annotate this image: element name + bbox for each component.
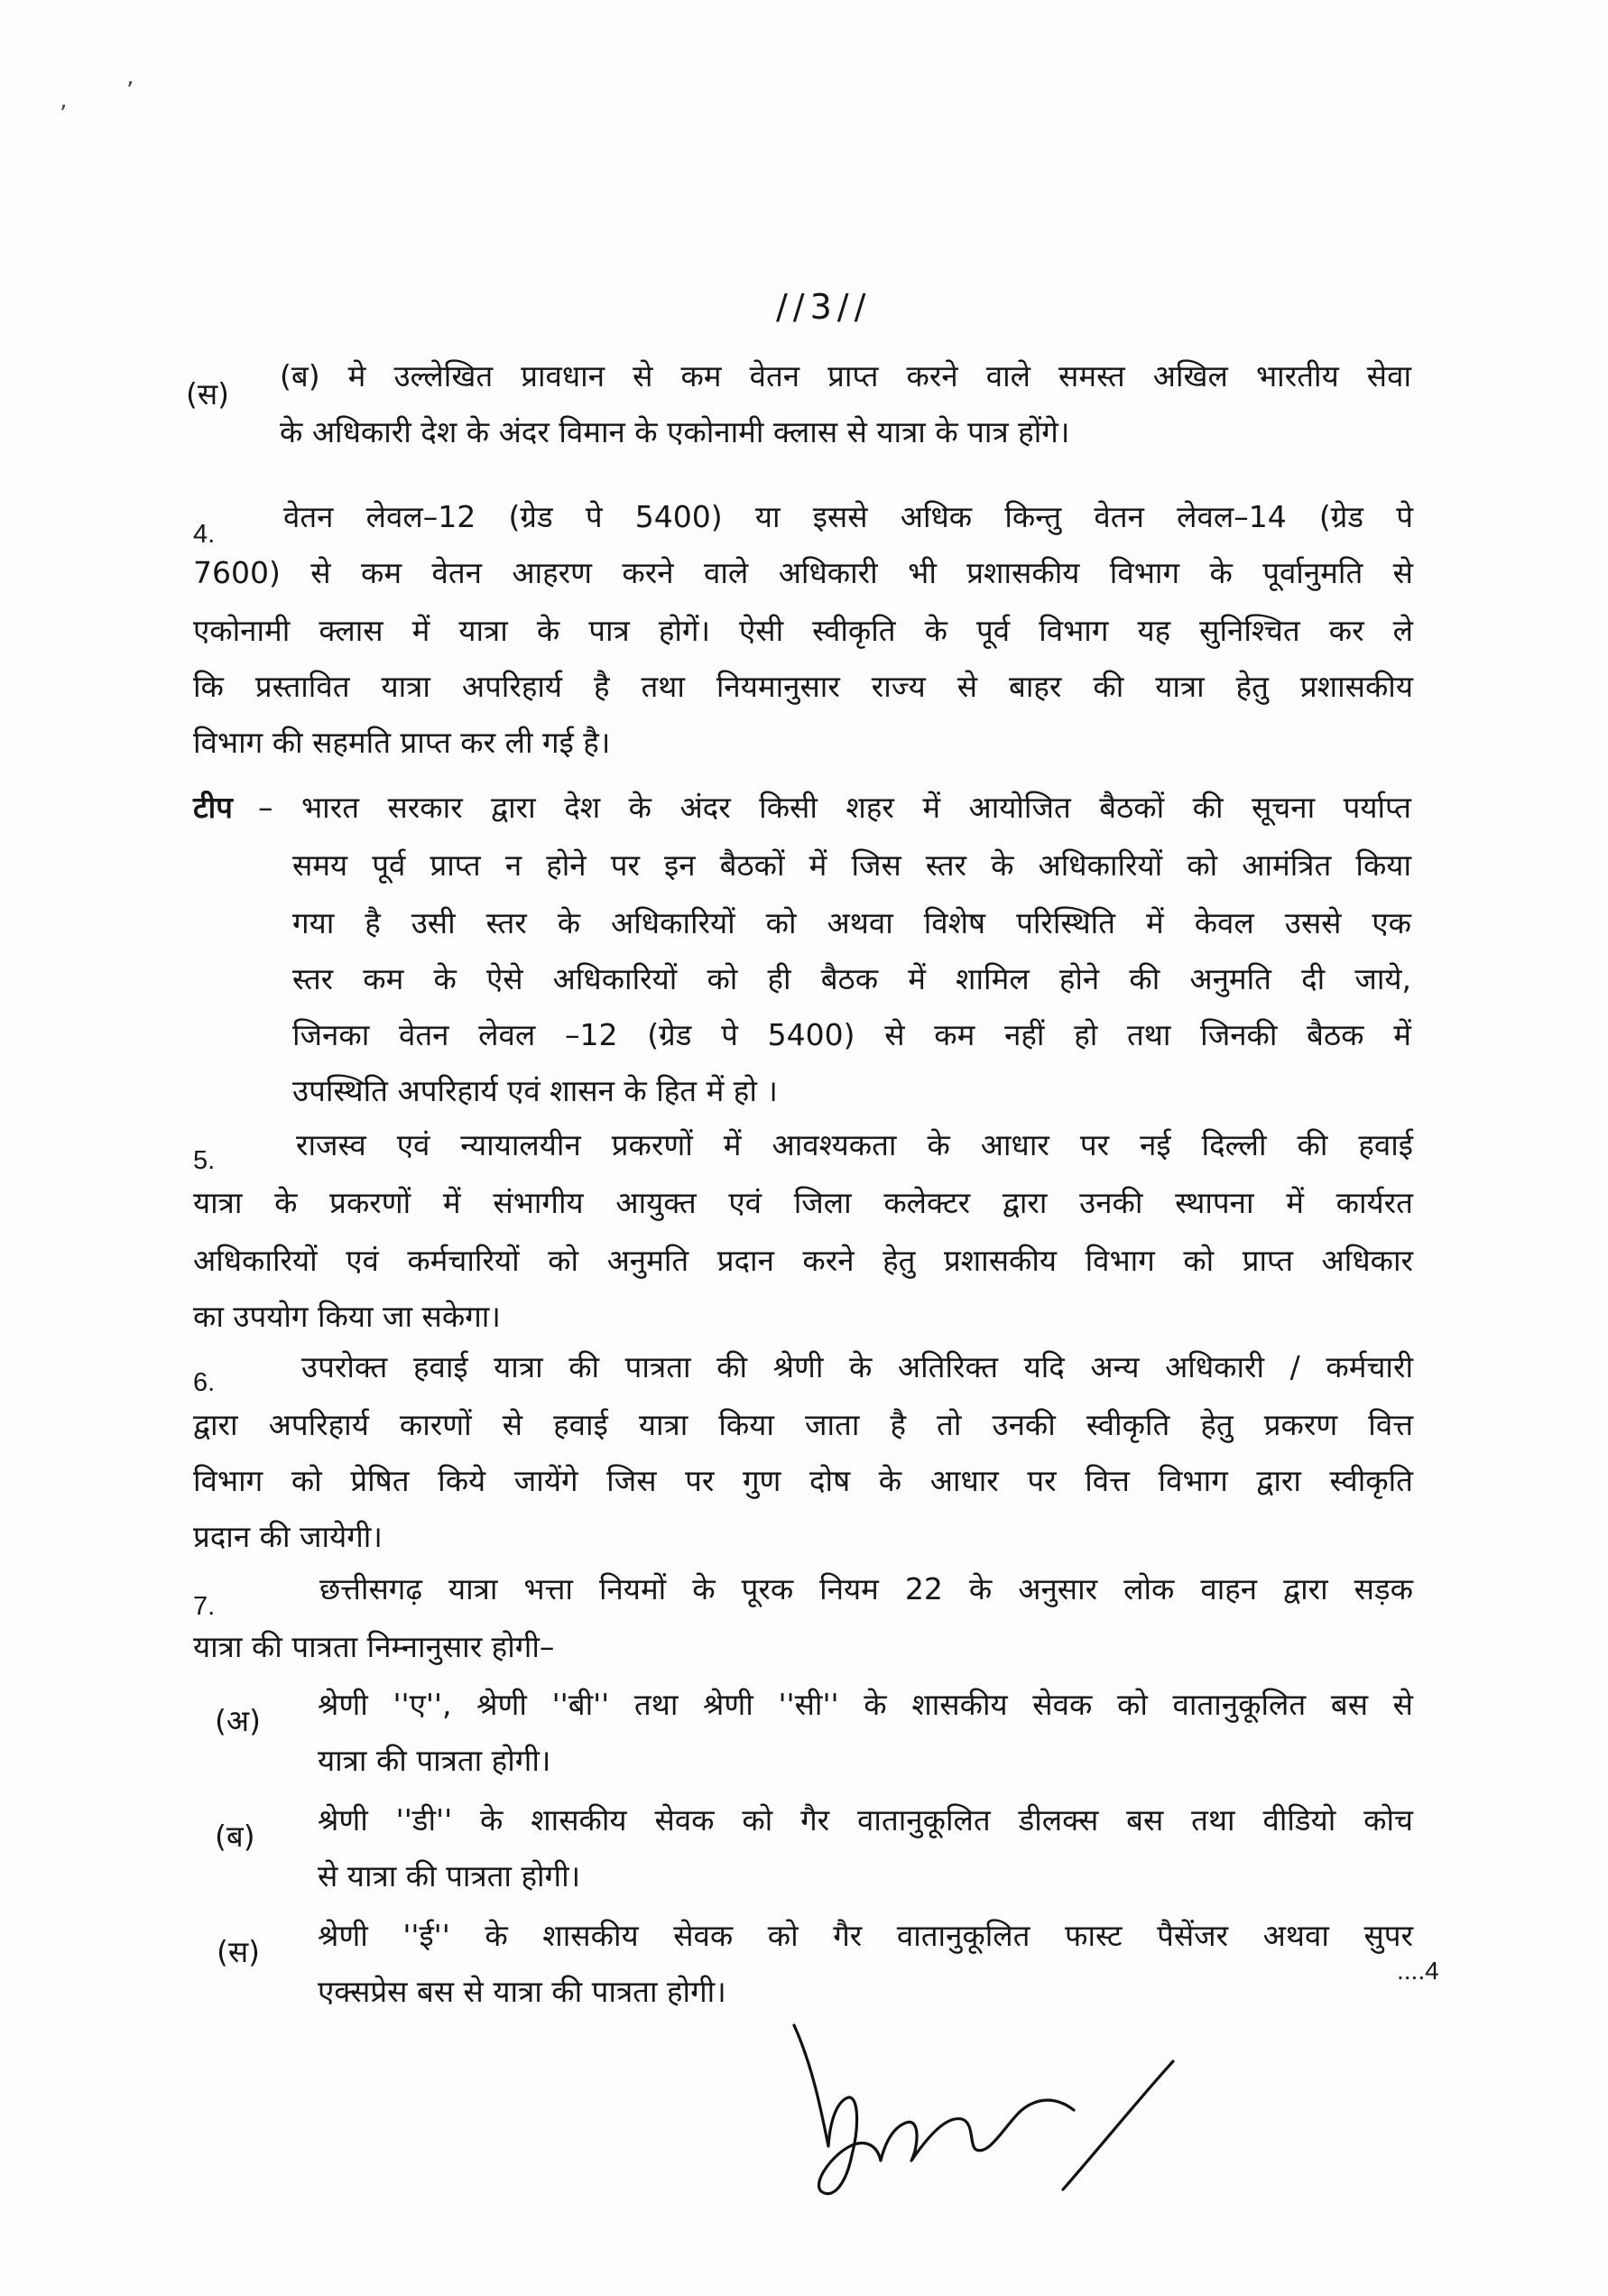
text-line: से यात्रा की पात्रता होगी। <box>318 1858 581 1893</box>
text-line: स्तर कम के ऐसे अधिकारियों को ही बैठक में शामिल होने की अनुमति दी जाये, <box>292 961 1411 996</box>
text-line: यात्रा के प्रकरणों में संभागीय आयुक्त एवं जिला कलेक्टर द्वारा उनकी स्थापना में कार्यरत <box>193 1185 1413 1220</box>
paragraph-number: 4. <box>193 520 216 549</box>
text-line: श्रेणी ''डी'' के शासकीय सेवक को गैर वातानुकूलित डीलक्स बस तथा वीडियो कोच <box>318 1802 1413 1838</box>
scan-mark: ʼ <box>60 101 68 128</box>
tip-label: टीप <box>193 790 233 825</box>
clause-marker: (ब) <box>215 1819 255 1854</box>
clause-marker: (अ) <box>215 1703 261 1738</box>
text-line: गया है उसी स्तर के अधिकारियों को अथवा विशेष परिस्थिति में केवल उससे एक <box>292 905 1411 940</box>
clause-marker: (स) <box>217 1934 261 1969</box>
text-line: (ब) मे उल्लेखित प्रावधान से कम वेतन प्राप्त करने वाले समस्त अखिल भारतीय सेवा <box>280 358 1411 393</box>
text-line: यात्रा की पात्रता होगी। <box>318 1743 551 1778</box>
text-line: यात्रा की पात्रता निम्नानुसार होगी– <box>193 1629 555 1664</box>
text-line: द्वारा अपरिहार्य कारणों से हवाई यात्रा किया जाता है तो उनकी स्वीकृति हेतु प्रकरण वित्त <box>193 1407 1413 1442</box>
text-line: उपस्थिति अपरिहार्य एवं शासन के हित में हो । <box>292 1073 778 1108</box>
text-line: वेतन लेवल–12 (ग्रेड पे 5400) या इससे अधिक किन्तु वेतन लेवल–14 (ग्रेड पे <box>283 499 1413 534</box>
text-line: श्रेणी ''ई'' के शासकीय सेवक को गैर वातानुकूलित फास्ट पैसेंजर अथवा सुपर <box>318 1918 1413 1953</box>
page-number: //3// <box>776 287 872 327</box>
signature <box>776 2011 1191 2209</box>
text-line: एकोनामी क्लास में यात्रा के पात्र होगें। ऐसी स्वीकृति के पूर्व विभाग यह सुनिश्चित कर ले <box>193 613 1413 648</box>
text-line: कि प्रस्तावित यात्रा अपरिहार्य है तथा नियमानुसार राज्य से बाहर की यात्रा हेतु प्रशासकीय <box>193 669 1413 704</box>
text-line: राजस्व एवं न्यायालयीन प्रकरणों में आवश्यकता के आधार पर नई दिल्ली की हवाई <box>296 1127 1413 1162</box>
text-line: के अधिकारी देश के अंदर विमान के एकोनामी क्लास से यात्रा के पात्र होंगे। <box>280 414 1070 449</box>
text-line: श्रेणी ''ए'', श्रेणी ''बी'' तथा श्रेणी ''सी'' के शासकीय सेवक को वातानुकूलित बस से <box>318 1687 1413 1722</box>
text-line: विभाग को प्रेषित किये जायेंगे जिस पर गुण दोष के आधार पर वित्त विभाग द्वारा स्वीकृति <box>193 1463 1413 1498</box>
text-line: अधिकारियों एवं कर्मचारियों को अनुमति प्रदान करने हेतु प्रशासकीय विभाग को प्राप्त अधिकार <box>193 1243 1413 1278</box>
paragraph-number: 5. <box>193 1146 216 1175</box>
text-line: उपरोक्त हवाई यात्रा की पात्रता की श्रेणी के अतिरिक्त यदि अन्य अधिकारी / कर्मचारी <box>301 1349 1413 1384</box>
text-line: एक्सप्रेस बस से यात्रा की पात्रता होगी। <box>318 1974 726 2009</box>
text-line: विभाग की सहमति प्राप्त कर ली गई है। <box>193 725 611 760</box>
paragraph-number: 6. <box>193 1368 216 1397</box>
text-line: समय पूर्व प्राप्त न होने पर इन बैठकों में जिस स्तर के अधिकारियों को आमंत्रित किया <box>292 847 1411 883</box>
text-line: छत्तीसगढ़ यात्रा भत्ता नियमों के पूरक नियम 22 के अनुसार लोक वाहन द्वारा सड़क <box>319 1571 1413 1606</box>
text-line: – भारत सरकार द्वारा देश के अंदर किसी शहर में आयोजित बैठकों की सूचना पर्याप्त <box>258 790 1411 825</box>
text-line: प्रदान की जायेगी। <box>193 1519 383 1554</box>
paragraph-number: 7. <box>193 1592 216 1621</box>
text-line: 7600) से कम वेतन आहरण करने वाले अधिकारी भी प्रशासकीय विभाग के पूर्वानुमति से <box>193 555 1413 590</box>
continuation-marker: ....4 <box>1397 1957 1439 1985</box>
clause-marker: (स) <box>186 376 230 412</box>
text-line: का उपयोग किया जा सकेगा। <box>193 1299 501 1334</box>
text-line: जिनका वेतन लेवल –12 (ग्रेड पे 5400) से कम नहीं हो तथा जिनकी बैठक में <box>292 1017 1411 1052</box>
scan-mark: ʼ <box>126 78 134 105</box>
